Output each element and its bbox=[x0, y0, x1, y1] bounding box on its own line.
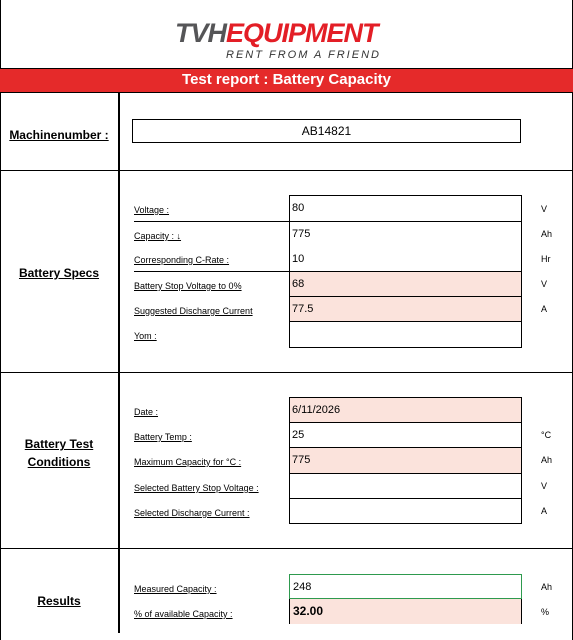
divider-specs bbox=[0, 372, 573, 373]
conditions-row-line bbox=[289, 498, 522, 499]
divider-conditions bbox=[0, 548, 573, 549]
divider-machine bbox=[0, 170, 573, 171]
brand-tvh: TVH bbox=[175, 18, 226, 48]
voltage-unit: V bbox=[541, 204, 548, 214]
conditions-value-box bbox=[289, 397, 522, 524]
discharge-current-label: Suggested Discharge Current bbox=[134, 306, 253, 316]
max-capacity-unit: Ah bbox=[541, 455, 553, 465]
stop-voltage-unit: V bbox=[541, 279, 548, 289]
measured-capacity-field[interactable]: 248 bbox=[289, 574, 522, 599]
specs-row-line bbox=[289, 221, 522, 222]
capacity-unit: Ah bbox=[541, 229, 553, 239]
battery-temp-label: Battery Temp : bbox=[134, 432, 192, 442]
results-label: Results bbox=[37, 594, 81, 608]
voltage-field[interactable]: 80 bbox=[289, 196, 522, 221]
measured-capacity-unit: Ah bbox=[541, 582, 553, 592]
specs-row-line bbox=[289, 296, 522, 297]
conditions-row-line bbox=[289, 473, 522, 474]
specs-row-line bbox=[289, 321, 522, 322]
available-capacity-label: % of available Capacity : bbox=[134, 609, 233, 619]
max-capacity-field[interactable]: 775 bbox=[289, 448, 522, 473]
selected-discharge-current-unit: A bbox=[541, 506, 548, 516]
selected-stop-voltage-label: Selected Battery Stop Voltage : bbox=[134, 483, 259, 493]
battery-temp-unit: °C bbox=[541, 430, 552, 440]
date-label: Date : bbox=[134, 407, 159, 417]
yom-label: Yom : bbox=[134, 331, 157, 341]
battery-specs-label: Battery Specs bbox=[18, 266, 100, 280]
c-rate-field[interactable]: 10 bbox=[289, 247, 522, 272]
test-conditions-label-1: Battery Test bbox=[24, 437, 94, 451]
brand-tagline: RENT FROM A FRIEND bbox=[226, 49, 381, 61]
c-rate-unit: Hr bbox=[541, 254, 551, 264]
machinenumber-label: Machinenumber : bbox=[9, 128, 109, 142]
specs-row-line bbox=[289, 271, 522, 272]
selected-stop-voltage-unit: V bbox=[541, 481, 548, 491]
voltage-label: Voltage : bbox=[134, 205, 170, 215]
machinenumber-field[interactable]: AB14821 bbox=[132, 119, 521, 143]
available-capacity-unit: % bbox=[541, 607, 550, 617]
c-rate-label: Corresponding C-Rate : bbox=[134, 255, 230, 265]
discharge-current-unit: A bbox=[541, 304, 548, 314]
date-field[interactable]: 6/11/2026 bbox=[289, 398, 522, 423]
column-divider bbox=[118, 93, 120, 633]
specs-left-line bbox=[134, 271, 289, 272]
discharge-current-field[interactable]: 77.5 bbox=[289, 297, 522, 322]
stop-voltage-field[interactable]: 68 bbox=[289, 272, 522, 297]
capacity-label: Capacity : ↓ bbox=[134, 231, 182, 241]
capacity-field[interactable]: 775 bbox=[289, 222, 522, 247]
conditions-row-line bbox=[289, 447, 522, 448]
conditions-row-line bbox=[289, 422, 522, 423]
test-conditions-label-2: Conditions bbox=[27, 455, 91, 469]
selected-discharge-current-label: Selected Discharge Current : bbox=[134, 508, 250, 518]
specs-left-line bbox=[134, 221, 289, 222]
brand-wordmark bbox=[175, 18, 378, 48]
available-capacity-field[interactable]: 32.00 bbox=[289, 599, 522, 624]
stop-voltage-label: Battery Stop Voltage to 0% bbox=[134, 281, 242, 291]
measured-capacity-label: Measured Capacity : bbox=[134, 584, 217, 594]
battery-temp-field[interactable]: 25 bbox=[289, 423, 522, 448]
report-title-banner: Test report : Battery Capacity bbox=[0, 68, 573, 93]
tvh-equipment-logo bbox=[175, 18, 397, 64]
brand-equipment: EQUIPMENT bbox=[226, 18, 378, 48]
max-capacity-label: Maximum Capacity for °C : bbox=[134, 457, 242, 467]
